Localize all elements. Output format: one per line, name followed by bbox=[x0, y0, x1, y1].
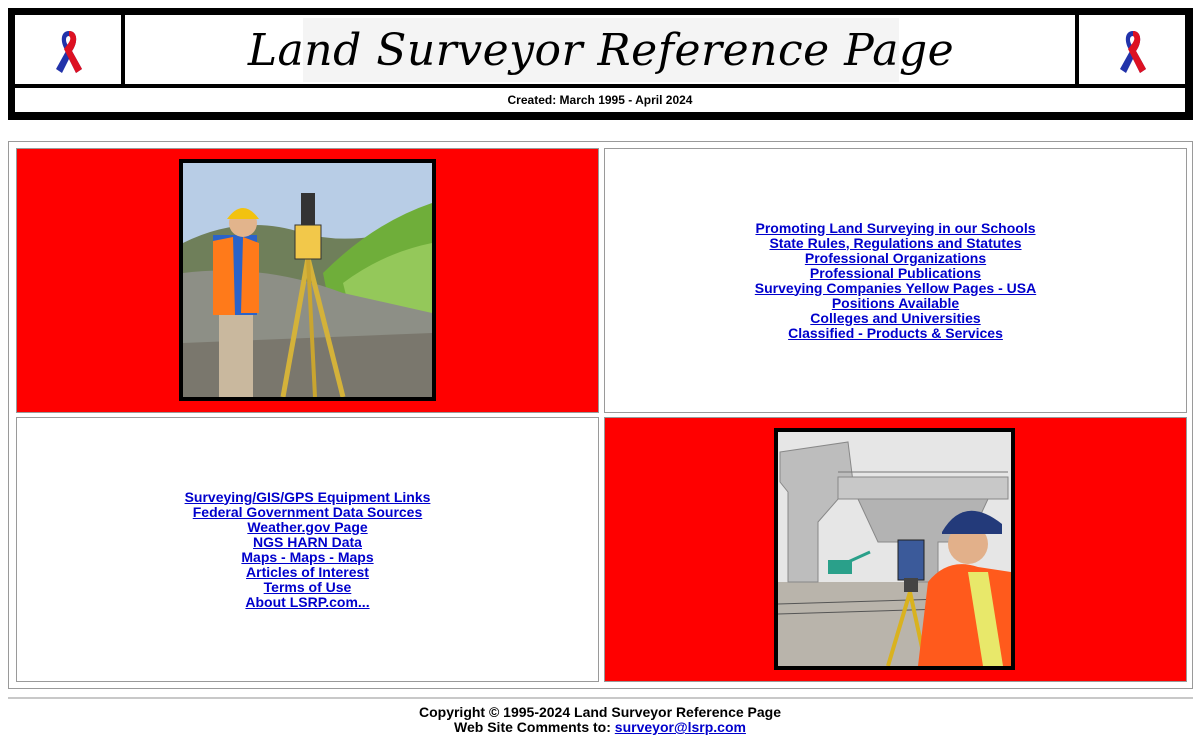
link-articles[interactable]: Articles of Interest bbox=[246, 563, 369, 580]
main-grid bbox=[8, 141, 1193, 689]
link-state-rules[interactable]: State Rules, Regulations and Statutes bbox=[769, 234, 1022, 251]
links-cell-top-right bbox=[604, 148, 1187, 413]
header-left-cell bbox=[14, 14, 122, 85]
link-terms[interactable]: Terms of Use bbox=[263, 578, 352, 595]
link-professional-publications[interactable]: Professional Publications bbox=[809, 264, 982, 281]
links-cell-bottom-left bbox=[16, 417, 599, 682]
header-title-cell bbox=[124, 14, 1076, 85]
copyright-text: Copyright © 1995-2024 Land Surveyor Reference Page bbox=[418, 704, 781, 720]
comments-label: Web Site Comments to: bbox=[454, 719, 611, 735]
link-federal-data[interactable]: Federal Government Data Sources bbox=[192, 503, 423, 520]
photo-cell-bottom-right bbox=[604, 417, 1187, 682]
link-positions-available[interactable]: Positions Available bbox=[831, 294, 960, 311]
link-classified[interactable]: Classified - Products & Services bbox=[788, 324, 1003, 341]
comments-email-link[interactable]: surveyor@lsrp.com bbox=[614, 719, 746, 735]
resource-links-bottom bbox=[17, 418, 598, 681]
link-equipment[interactable]: Surveying/GIS/GPS Equipment Links bbox=[184, 488, 431, 505]
link-ngs-harn[interactable]: NGS HARN Data bbox=[253, 533, 362, 550]
link-weather[interactable]: Weather.gov Page bbox=[247, 518, 368, 535]
comments-line bbox=[0, 720, 1200, 735]
link-yellow-pages[interactable]: Surveying Companies Yellow Pages - USA bbox=[754, 279, 1037, 296]
site-footer bbox=[0, 705, 1200, 735]
page-title: Land Surveyor Reference Page bbox=[247, 24, 955, 76]
created-row bbox=[14, 87, 1186, 113]
awareness-ribbon-icon bbox=[52, 27, 86, 75]
photo-cell-top-left bbox=[16, 148, 599, 413]
title-banner bbox=[247, 18, 955, 82]
link-professional-organizations[interactable]: Professional Organizations bbox=[804, 249, 987, 266]
awareness-ribbon-icon bbox=[1116, 27, 1150, 75]
site-header bbox=[8, 8, 1193, 120]
link-promoting-schools[interactable]: Promoting Land Surveying in our Schools bbox=[755, 219, 1036, 236]
created-date: Created: March 1995 - April 2024 bbox=[507, 93, 693, 107]
header-right-cell bbox=[1078, 14, 1186, 85]
link-maps[interactable]: Maps - Maps - Maps bbox=[241, 548, 374, 565]
resource-links-top bbox=[605, 149, 1186, 412]
surveyor-photo-hillside bbox=[179, 159, 436, 401]
link-colleges-universities[interactable]: Colleges and Universities bbox=[810, 309, 981, 326]
surveyor-photo-bridge bbox=[774, 428, 1015, 670]
link-about[interactable]: About LSRP.com... bbox=[245, 593, 370, 610]
footer-divider bbox=[8, 697, 1193, 699]
